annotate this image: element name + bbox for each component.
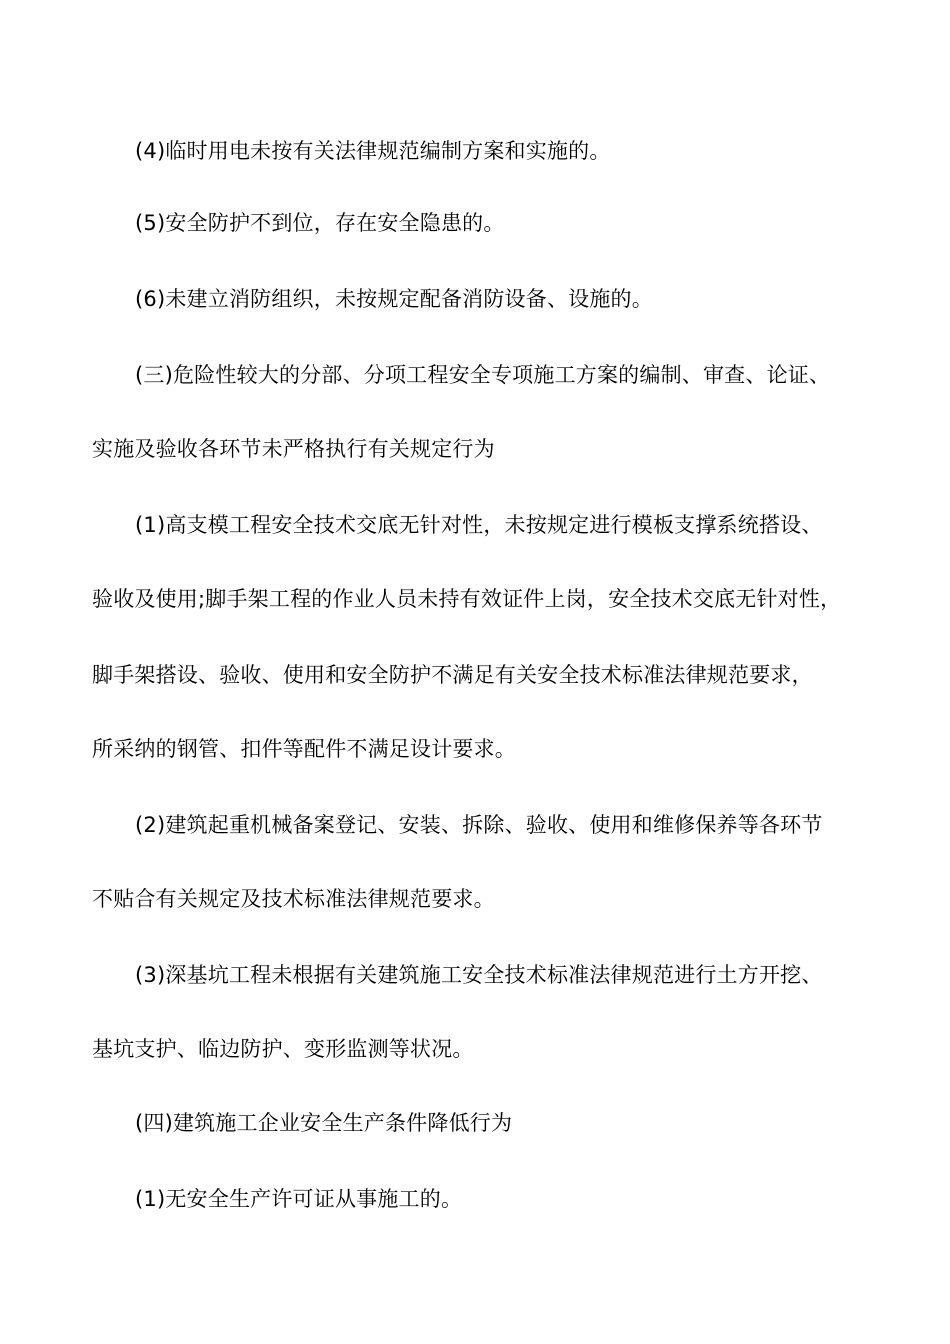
item-5-safety-protection: (5)安全防护不到位，存在安全隐患的。 (135, 211, 505, 235)
item-1-formwork-line-3: 脚手架搭设、验收、使用和安全防护不满足有关安全技术标准法律规范要求， (92, 663, 813, 687)
section-4-heading: (四)建筑施工企业安全生产条件降低行为 (135, 1111, 513, 1135)
item-4-temporary-power: (4)临时用电未按有关法律规范编制方案和实施的。 (135, 139, 611, 163)
section-3-heading-continued: 实施及验收各环节未严格执行有关规定行为 (92, 437, 495, 461)
item-1-formwork: (1)高支模工程安全技术交底无针对性，未按规定进行模板支撑系统搭设、 (135, 513, 823, 537)
item-1-no-license: (1)无安全生产许可证从事施工的。 (135, 1187, 463, 1211)
section-3-heading: (三)危险性较大的分部、分项工程安全专项施工方案的编制、审查、论证、 (135, 363, 831, 387)
item-3-deep-foundation-line-2: 基坑支护、临边防护、变形监测等状况。 (92, 1037, 474, 1061)
item-1-formwork-line-4: 所采纳的钢管、扣件等配件不满足设计要求。 (92, 737, 516, 761)
item-2-lifting-machinery-line-2: 不贴合有关规定及技术标准法律规范要求。 (92, 887, 495, 911)
item-3-deep-foundation: (3)深基坑工程未根据有关建筑施工安全技术标准法律规范进行土方开挖、 (135, 963, 823, 987)
item-2-lifting-machinery: (2)建筑起重机械备案登记、安装、拆除、验收、使用和维修保养等各环节 (135, 813, 823, 837)
item-6-fire-organization: (6)未建立消防组织，未按规定配备消防设备、设施的。 (135, 287, 653, 311)
item-1-formwork-line-2: 验收及使用;脚手架工程的作业人员未持有效证件上岗，安全技术交底无针对性， (92, 587, 842, 611)
